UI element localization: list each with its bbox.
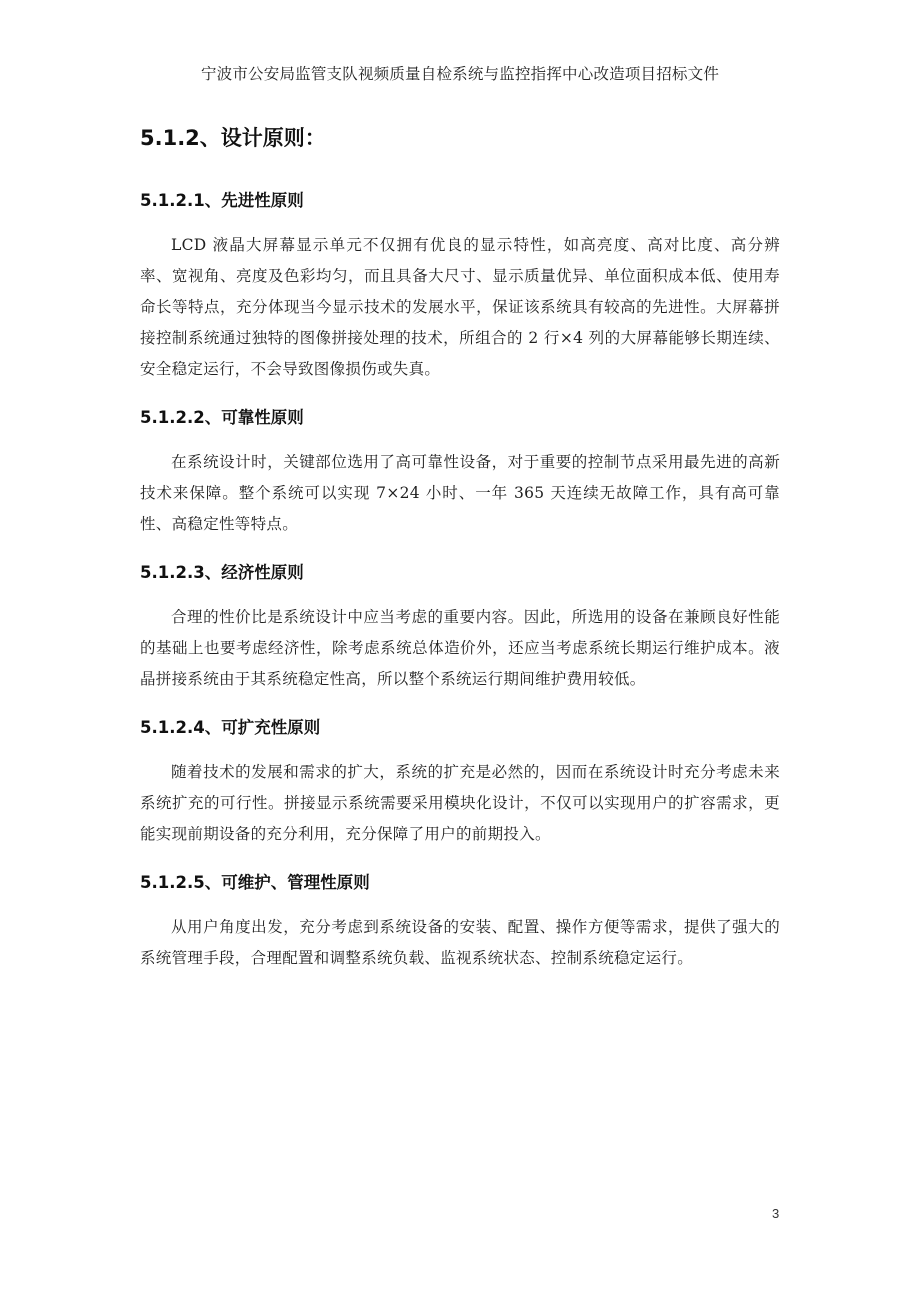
- subsection-maintainability: [140, 868, 780, 974]
- subsection-advanced: [140, 186, 780, 385]
- subsection-heading: 5.1.2.5、可维护、管理性原则: [140, 873, 370, 892]
- subsection-heading: 5.1.2.2、可靠性原则: [140, 408, 304, 427]
- page-number: 3: [772, 1206, 780, 1221]
- subsection-scalability: [140, 713, 780, 850]
- running-header: 宁波市公安局监管支队视频质量自检系统与监控指挥中心改造项目招标文件: [200, 65, 720, 83]
- subsection-paragraph: LCD 液晶大屏幕显示单元不仅拥有优良的显示特性，如高亮度、高对比度、高分辨率、宽视角、亮度及色彩均匀，而且具备大尺寸、显示质量优异、单位面积成本低、使用寿命长等特点，充分体现当今显示技术的发展水平，保证该系统具有较高的先进性。大屏幕拼接控制系统通过独特的图像拼接处理的技术，所组合的 2 行×4 列的大屏幕能够长期连续、安全稳定运行，不会导致图像损伤或失真。: [140, 236, 780, 378]
- subsection-heading: 5.1.2.1、先进性原则: [140, 191, 304, 210]
- page-content: [140, 118, 780, 992]
- subsection-reliability: [140, 403, 780, 540]
- subsection-paragraph: 从用户角度出发，充分考虑到系统设备的安装、配置、操作方便等需求，提供了强大的系统管理手段，合理配置和调整系统负载、监视系统状态、控制系统稳定运行。: [140, 918, 780, 967]
- subsection-heading: 5.1.2.4、可扩充性原则: [140, 718, 321, 737]
- section-heading: 5.1.2、设计原则：: [140, 126, 326, 150]
- subsection-paragraph: 合理的性价比是系统设计中应当考虑的重要内容。因此，所选用的设备在兼顾良好性能的基础上也要考虑经济性，除考虑系统总体造价外，还应当考虑系统长期运行维护成本。液晶拼接系统由于其系统稳定性高，所以整个系统运行期间维护费用较低。: [140, 608, 780, 688]
- subsection-paragraph: 随着技术的发展和需求的扩大，系统的扩充是必然的，因而在系统设计时充分考虑未来系统扩充的可行性。拼接显示系统需要采用模块化设计，不仅可以实现用户的扩容需求，更能实现前期设备的充分利用，充分保障了用户的前期投入。: [140, 763, 780, 843]
- subsection-heading: 5.1.2.3、经济性原则: [140, 563, 304, 582]
- subsection-economy: [140, 558, 780, 695]
- subsection-paragraph: 在系统设计时，关键部位选用了高可靠性设备，对于重要的控制节点采用最先进的高新技术来保障。整个系统可以实现 7×24 小时、一年 365 天连续无故障工作，具有高可靠性、高稳定性等特点。: [140, 453, 780, 533]
